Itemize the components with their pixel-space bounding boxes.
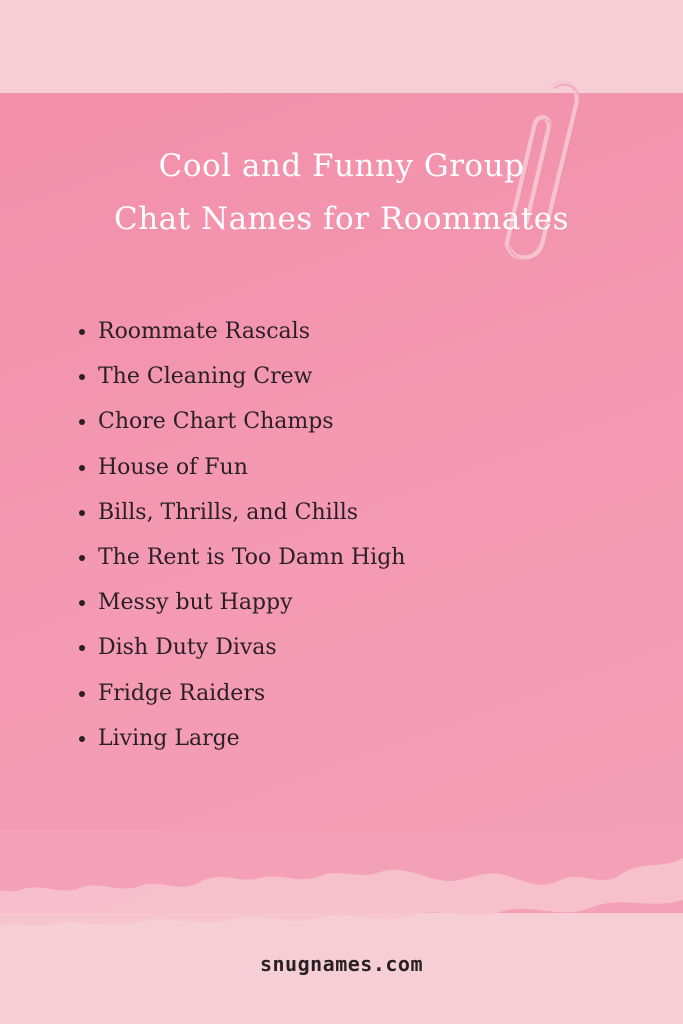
- bullet-icon: [79, 510, 85, 516]
- list-item-label: Bills, Thrills, and Chills: [98, 499, 359, 525]
- list-item: [76, 671, 405, 716]
- bullet-icon: [79, 419, 85, 425]
- list-item: [76, 309, 405, 354]
- bullet-icon: [79, 600, 85, 606]
- list-item: [76, 399, 405, 444]
- list-item-label: Chore Chart Champs: [98, 409, 334, 435]
- title-line-1: Cool and Funny Group: [158, 148, 525, 184]
- site-url: snugnames.com: [259, 952, 424, 976]
- bullet-icon: [79, 691, 85, 697]
- page-title: [0, 140, 683, 246]
- list-item-label: Living Large: [98, 725, 240, 751]
- list-item: [76, 625, 405, 670]
- list-item-label: The Cleaning Crew: [98, 364, 313, 390]
- bullet-icon: [79, 465, 85, 471]
- title-line-2: Chat Names for Roommates: [113, 201, 570, 237]
- bullet-icon: [79, 555, 85, 561]
- list-item: [76, 490, 405, 535]
- list-item: [76, 580, 405, 625]
- list-item-label: Messy but Happy: [98, 590, 293, 616]
- list-item: [76, 716, 405, 761]
- bullet-icon: [79, 736, 85, 742]
- list-item: [76, 535, 405, 580]
- list-item-label: Dish Duty Divas: [98, 635, 277, 661]
- group-chat-name-list: [76, 309, 405, 761]
- bullet-icon: [79, 374, 85, 380]
- list-item-label: Roommate Rascals: [98, 319, 310, 344]
- list-item-label: House of Fun: [98, 454, 248, 480]
- list-item: [76, 445, 405, 490]
- list-item-label: Fridge Raiders: [98, 680, 266, 706]
- list-item-label: The Rent is Too Damn High: [98, 544, 406, 570]
- list-item: [76, 354, 405, 399]
- bullet-icon: [79, 645, 85, 651]
- torn-paper-edge: [0, 830, 683, 940]
- bullet-icon: [79, 329, 85, 335]
